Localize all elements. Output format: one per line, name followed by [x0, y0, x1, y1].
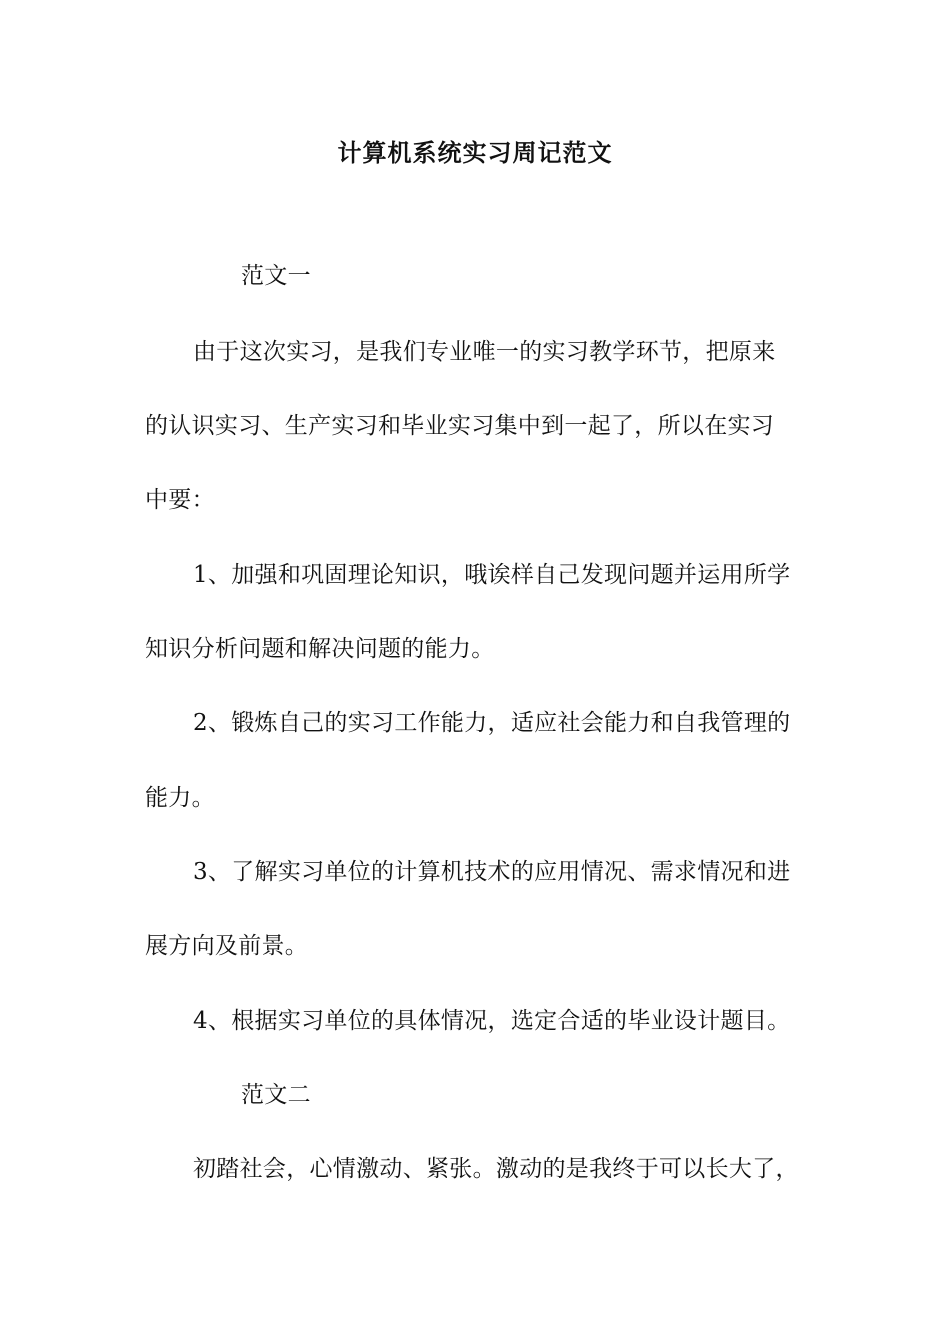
list-item-2-line: 2、锻炼自己的实习工作能力，适应社会能力和自我管理的: [193, 710, 791, 736]
list-item-4-line: 4、根据实习单位的具体情况，选定合适的毕业设计题目。: [193, 1008, 791, 1034]
section-heading-1: 范文一: [241, 263, 311, 289]
paragraph-line: 中要：: [145, 487, 215, 513]
paragraph-line: 由于这次实习，是我们专业唯一的实习教学环节，把原来: [193, 339, 776, 365]
list-item-1-line: 知识分析问题和解决问题的能力。: [145, 636, 495, 662]
list-item-3-line: 3、了解实习单位的计算机技术的应用情况、需求情况和进: [193, 859, 791, 885]
document-title: 计算机系统实习周记范文: [337, 138, 613, 167]
section-heading-2: 范文二: [241, 1082, 311, 1108]
paragraph-line: 初踏社会，心情激动、紧张。激动的是我终于可以长大了，: [193, 1156, 799, 1182]
paragraph-line: 的认识实习、生产实习和毕业实习集中到一起了，所以在实习: [145, 413, 775, 439]
list-item-3-line: 展方向及前景。: [145, 933, 309, 959]
list-item-2-line: 能力。: [145, 785, 215, 811]
list-item-1-line: 1、加强和巩固理论知识，哦诶样自己发现问题并运用所学: [193, 562, 791, 588]
